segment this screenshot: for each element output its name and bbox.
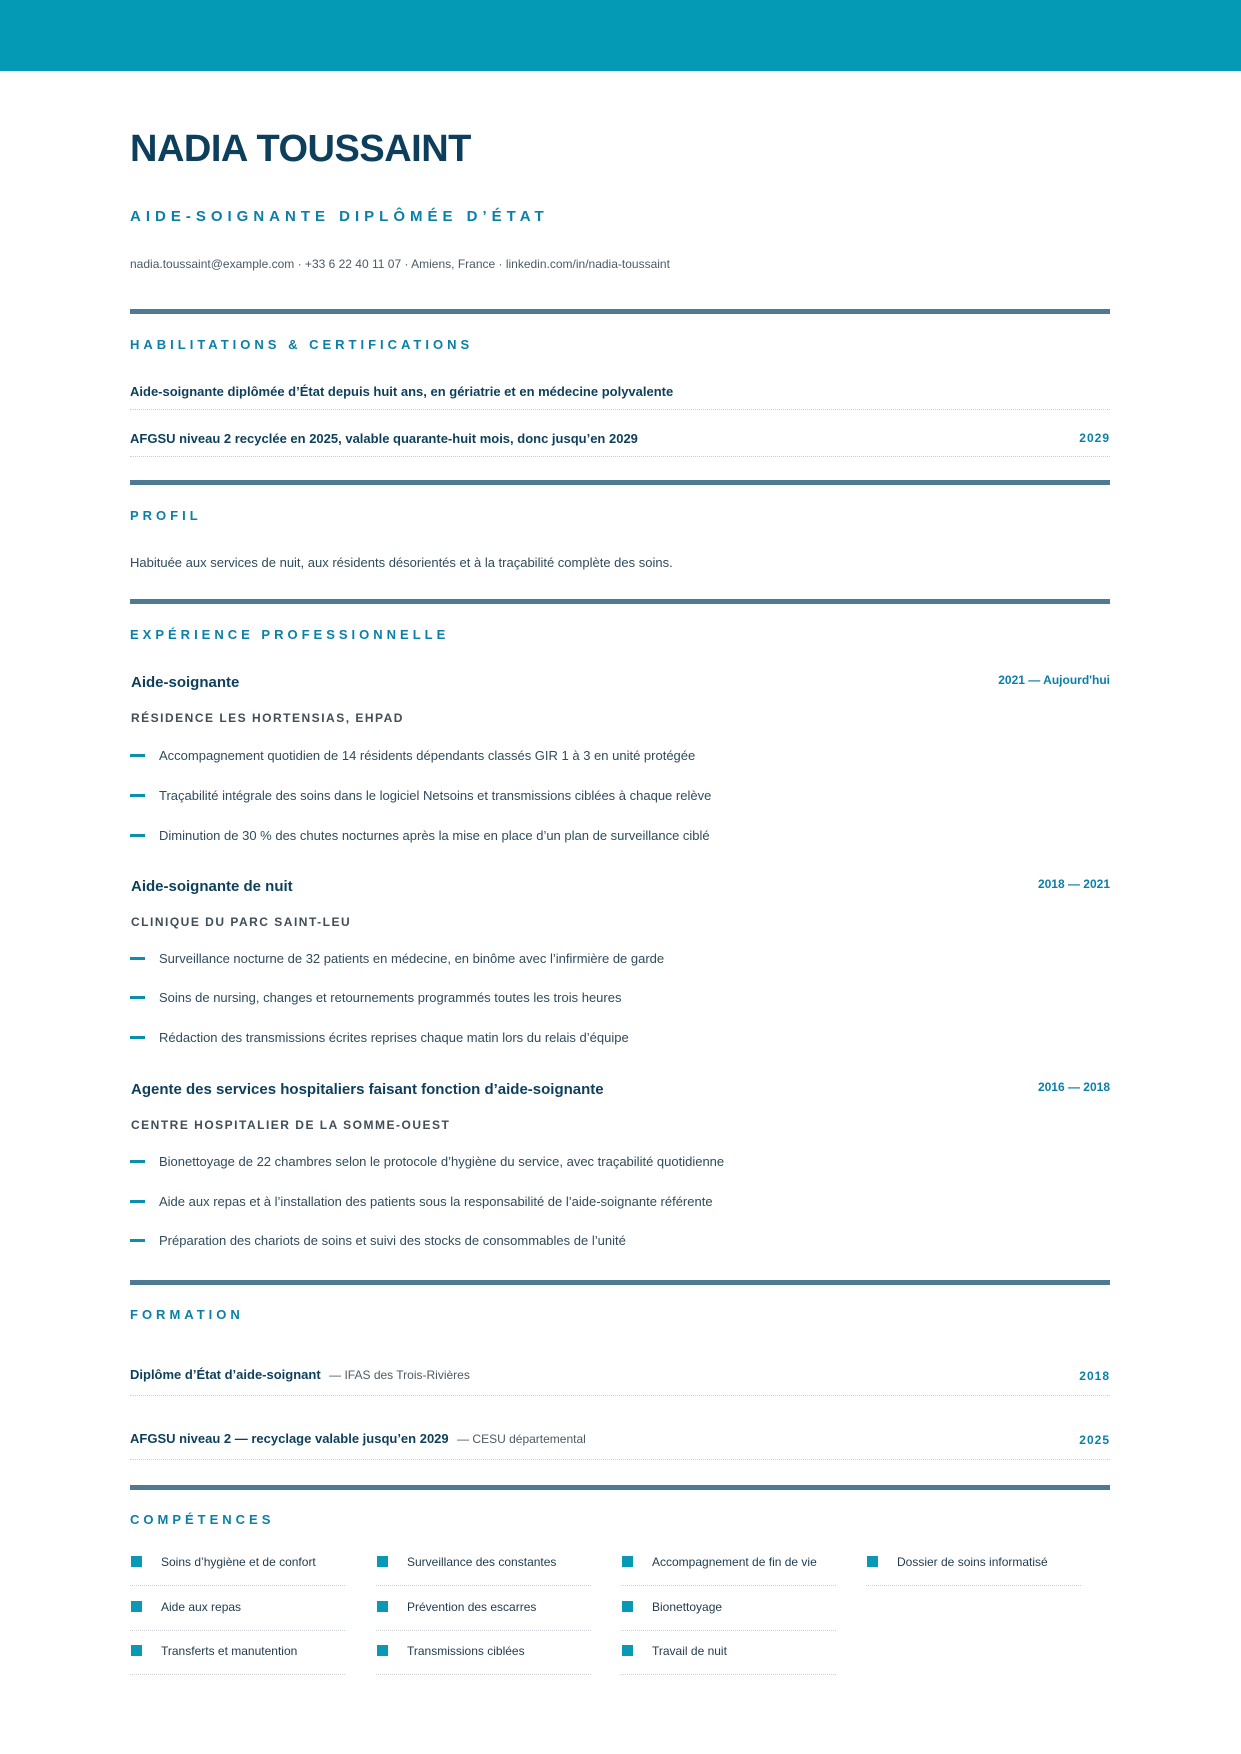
square-bullet-icon [131, 1601, 142, 1612]
job-dates: 2021 — Aujourd'hui [998, 673, 1110, 687]
education-year: 2018 [1079, 1369, 1110, 1383]
contact-line: nadia.toussaint@example.com · +33 6 22 40 11 07 · Amiens, France · linkedin.com/in/nadia-toussaint [130, 257, 670, 271]
skill-label: Transmissions ciblées [407, 1644, 525, 1658]
square-bullet-icon [622, 1601, 633, 1612]
profile-text: Habituée aux services de nuit, aux résidents désorientés et à la traçabilité complète des soins. [130, 555, 673, 570]
bullet-text: Surveillance nocturne de 32 patients en médecine, en binôme avec l’infirmière de garde [159, 951, 665, 966]
skill-item [376, 1598, 591, 1631]
section-title-profile: PROFIL [130, 508, 202, 523]
section-title-education: FORMATION [130, 1307, 244, 1322]
dash-icon [130, 996, 145, 999]
bullet-text: Bionettoyage de 22 chambres selon le protocole d’hygiène du service, avec traçabilité quotidienne [159, 1154, 725, 1169]
bullet-text: Préparation des chariots de soins et suivi des stocks de consommables de l’unité [159, 1233, 626, 1248]
square-bullet-icon [131, 1645, 142, 1656]
job-dates: 2016 — 2018 [1037, 1080, 1110, 1094]
dash-icon [130, 1239, 145, 1242]
job-organization: RÉSIDENCE LES HORTENSIAS, EHPAD [131, 711, 404, 725]
education-institution: — IFAS des Trois-Rivières [329, 1368, 470, 1382]
certification-text: AFGSU niveau 2 recyclée en 2025, valable quarante-huit mois, donc jusqu’en 2029 [130, 431, 638, 446]
education-title: AFGSU niveau 2 — recyclage valable jusqu’en 2029 [130, 1431, 449, 1446]
certification-text: Aide-soignante diplômée d’État depuis huit ans, en gériatrie et en médecine polyvalente [130, 384, 674, 399]
certification-row [130, 430, 1110, 457]
skill-label: Bionettoyage [652, 1600, 723, 1614]
skill-label: Surveillance des constantes [407, 1555, 557, 1569]
dash-icon [130, 1036, 145, 1039]
top-banner [0, 0, 1241, 71]
skill-item [621, 1598, 836, 1631]
bullet-text: Traçabilité intégrale des soins dans le logiciel Netsoins et transmissions ciblées à chaque relève [159, 788, 712, 803]
square-bullet-icon [377, 1601, 388, 1612]
section-title-experience: EXPÉRIENCE PROFESSIONNELLE [130, 627, 450, 642]
job-role: AIDE-SOIGNANTE DIPLÔMÉE D’ÉTAT [130, 208, 549, 225]
education-row [130, 1366, 1110, 1396]
job-dates: 2018 — 2021 [1037, 877, 1110, 891]
bullet-text: Accompagnement quotidien de 14 résidents dépendants classés GIR 1 à 3 en unité protégée [159, 748, 696, 763]
skill-label: Transferts et manutention [161, 1644, 298, 1658]
certification-year: 2029 [1079, 431, 1110, 445]
square-bullet-icon [377, 1645, 388, 1656]
skill-item [130, 1598, 345, 1631]
skill-label: Travail de nuit [652, 1644, 727, 1658]
skill-item [621, 1553, 836, 1586]
skill-item [376, 1642, 591, 1675]
certification-row [130, 383, 1110, 410]
dash-icon [130, 957, 145, 960]
bullet-text: Diminution de 30 % des chutes nocturnes après la mise en place d’un plan de surveillance ciblé [159, 828, 710, 843]
square-bullet-icon [622, 1556, 633, 1567]
square-bullet-icon [131, 1556, 142, 1567]
section-title-certifications: HABILITATIONS & CERTIFICATIONS [130, 337, 474, 352]
section-divider [130, 480, 1110, 485]
skill-item [376, 1553, 591, 1586]
section-divider [130, 1485, 1110, 1490]
skill-label: Soins d’hygiène et de confort [161, 1555, 316, 1569]
candidate-name: NADIA TOUSSAINT [130, 128, 471, 170]
job-title: Aide-soignante [131, 674, 240, 691]
job-title: Agente des services hospitaliers faisant fonction d’aide-soignante [131, 1081, 604, 1098]
skill-item [866, 1553, 1081, 1586]
education-year: 2025 [1079, 1433, 1110, 1447]
bullet-text: Soins de nursing, changes et retournements programmés toutes les trois heures [159, 990, 622, 1005]
section-title-skills: COMPÉTENCES [130, 1512, 275, 1527]
dash-icon [130, 1160, 145, 1163]
dash-icon [130, 754, 145, 757]
job-organization: CENTRE HOSPITALIER DE LA SOMME-OUEST [131, 1118, 451, 1132]
education-institution: — CESU départemental [457, 1432, 586, 1446]
education-row [130, 1430, 1110, 1460]
job-title: Aide-soignante de nuit [131, 878, 293, 895]
dash-icon [130, 834, 145, 837]
dash-icon [130, 794, 145, 797]
section-divider [130, 599, 1110, 604]
bullet-text: Aide aux repas et à l’installation des patients sous la responsabilité de l’aide-soignante référente [159, 1194, 713, 1209]
skill-item [130, 1642, 345, 1675]
skill-label: Prévention des escarres [407, 1600, 537, 1614]
bullet-text: Rédaction des transmissions écrites reprises chaque matin lors du relais d’équipe [159, 1030, 629, 1045]
skill-item [130, 1553, 345, 1586]
square-bullet-icon [867, 1556, 878, 1567]
skill-label: Accompagnement de fin de vie [652, 1555, 817, 1569]
dash-icon [130, 1200, 145, 1203]
square-bullet-icon [377, 1556, 388, 1567]
job-organization: CLINIQUE DU PARC SAINT-LEU [131, 915, 352, 929]
education-title: Diplôme d’État d’aide-soignant [130, 1367, 321, 1382]
skill-item [621, 1642, 836, 1675]
skill-label: Dossier de soins informatisé [897, 1555, 1048, 1569]
section-divider [130, 309, 1110, 314]
skill-label: Aide aux repas [161, 1600, 242, 1614]
square-bullet-icon [622, 1645, 633, 1656]
section-divider [130, 1280, 1110, 1285]
